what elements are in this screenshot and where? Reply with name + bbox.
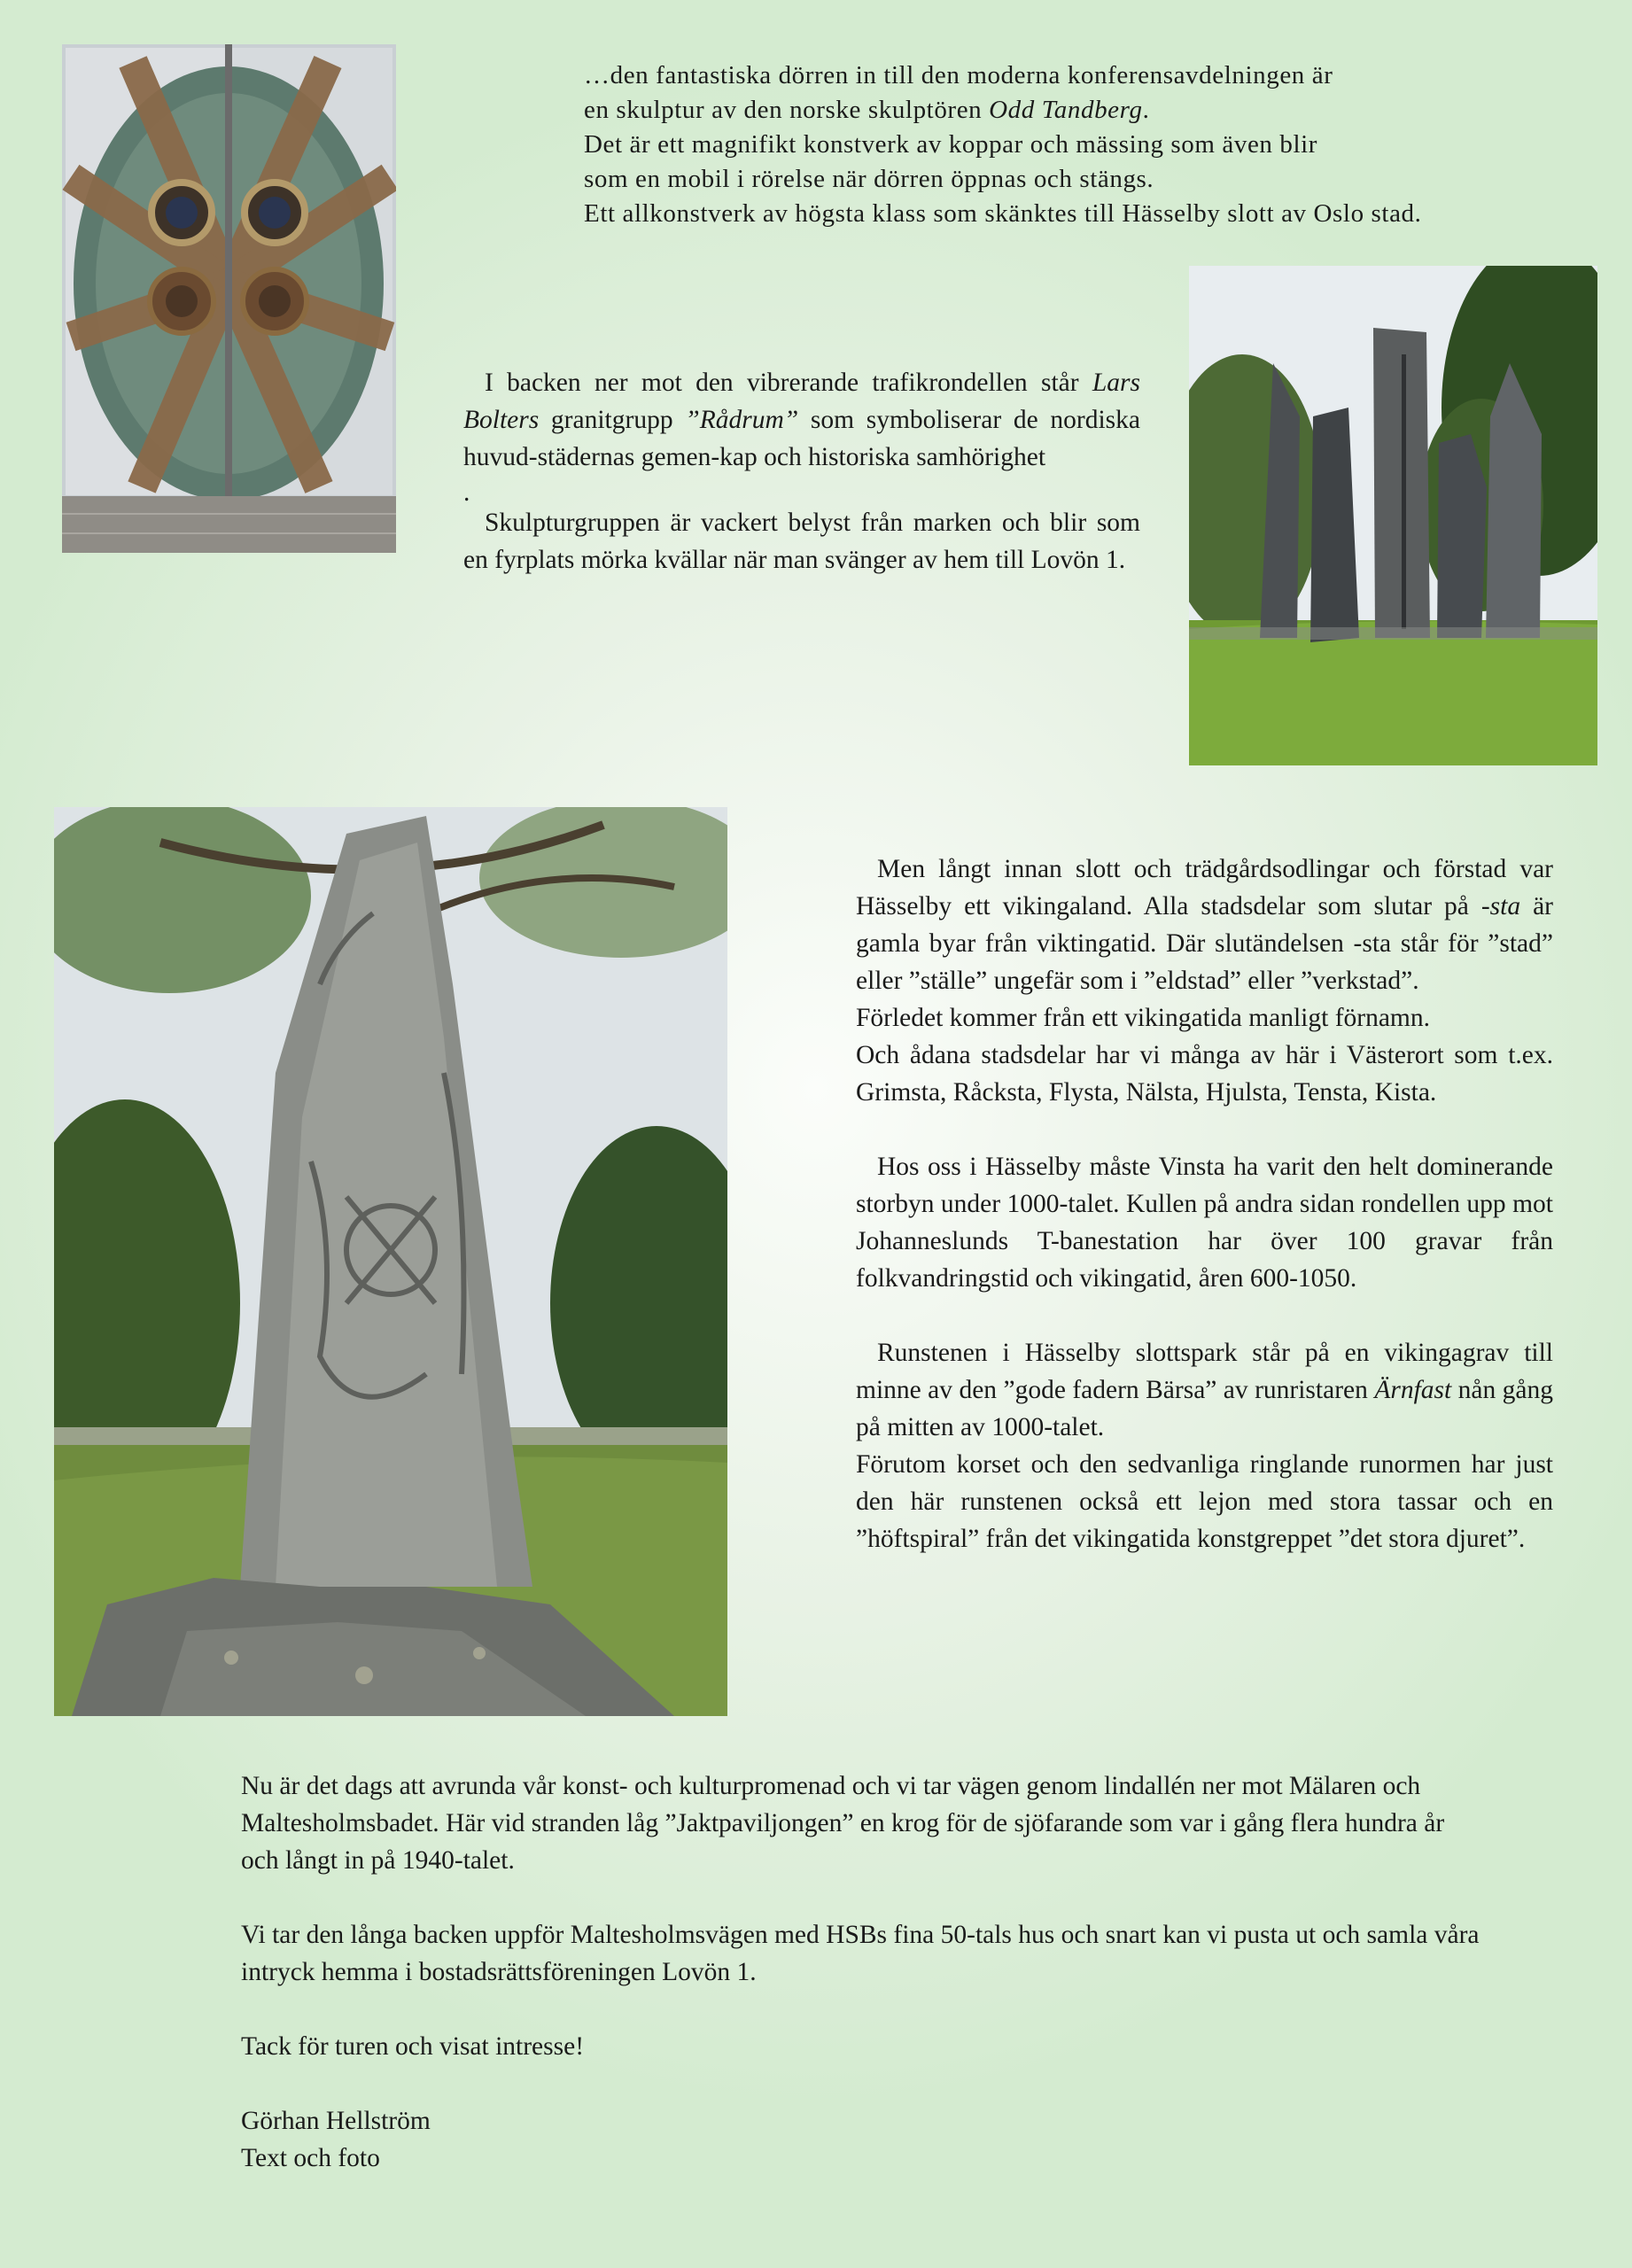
artist-lars-bolter: Lars Bolters <box>463 369 1140 434</box>
vinsta-paragraph: Hos oss i Hässelby måste Vinsta ha varit den helt dominerande storbyn under 1000-talet. Kullen på andra sidan rondellen upp mot Johanneslunds T-banestation har över 100 gravar från folkvandringstid och vikingatid, åren 600-1050. <box>856 1153 1553 1293</box>
viking-p1-b: är gamla byar från viktingatid. Där slutändelsen -sta står för ”stad” eller ”ställe” ungefär som i ”eldstad” eller ”verkstad”. <box>856 892 1553 995</box>
door-line-2-end: . <box>1142 96 1150 124</box>
door-line-5: Ett allkonstverk av högsta klass som skänktes till Hässelby slott av Oslo stad. <box>584 199 1422 228</box>
runestone-details-paragraph: Förutom korset och den sedvanliga ringlande runormen har just den här runstenen också ett lejon med stora tassar och en ”höftspiral” från det vikingatida konstgreppet ”det stora djuret”. <box>856 1450 1553 1553</box>
viking-paragraph-1d: Och ådana stadsdelar har vi många av här i Västerort som t.ex. Grimsta, Råcksta, Flysta, Nälsta, Hjulsta, Tensta, Kista. <box>856 1041 1553 1107</box>
radrum-text <box>463 364 1140 579</box>
rune-carver-name: Ärnfast <box>1374 1376 1452 1404</box>
work-radrum: ”Rådrum” <box>685 406 799 434</box>
radrum-intro: I backen ner mot den vibrerande trafikrondellen står <box>485 369 1079 397</box>
artist-odd-tandberg: Odd Tandberg <box>989 96 1143 124</box>
radrum-paragraph <box>463 364 1140 476</box>
radrum-rest: som symboliserar de nordiska huvud-städernas gemen-kap och historiska samhörighet <box>463 406 1140 471</box>
viking-text <box>856 850 1553 1557</box>
door-line-4: som en mobil i rörelse när dörren öppnas och stängs. <box>584 165 1154 193</box>
door-line-3: Det är ett magnifikt konstverk av koppar och mässing som även blir <box>584 130 1318 159</box>
door-sculpture-photo <box>62 44 396 553</box>
door-line-1: …den fantastiska dörren in till den moderna konferensavdelningen är <box>584 61 1333 89</box>
runestone-paragraph <box>856 1334 1553 1446</box>
author-name: Görhan Hellström <box>241 2107 431 2135</box>
sta-suffix: -sta <box>1480 892 1521 920</box>
photo-credit: Text och foto <box>241 2144 380 2172</box>
radrum-dot: . <box>463 478 470 507</box>
door-line-2 <box>584 93 1551 128</box>
closing-paragraph-1: Nu är det dags att avrunda vår konst- och kulturpromenad och vi tar vägen genom lindallén ner mot Mälaren och Maltesholmsbadet. Här vid stranden låg ”Jaktpaviljongen” en krog för de sjöfarande som var i gång flera hundra år och långt in på 1940-talet. <box>241 1772 1445 1875</box>
thanks-line: Tack för turen och visat intresse! <box>241 2032 585 2061</box>
lighting-paragraph: Skulpturgruppen är vackert belyst från marken och blir som en fyrplats mörka kvällar när man svänger av hem till Lovön 1. <box>463 509 1140 574</box>
closing-paragraph-2: Vi tar den långa backen uppför Maltesholmsvägen med HSBs fina 50-tals hus och snart kan vi pusta ut och samla våra intryck hemma i bostadsrättsföreningen Lovön 1. <box>241 1921 1480 1986</box>
viking-paragraph-1c: Förledet kommer från ett vikingatida manligt förnamn. <box>856 1004 1431 1032</box>
monolith-sculpture-photo <box>1189 266 1597 765</box>
door-sculpture-text <box>584 58 1551 231</box>
runestone-p-a: Runstenen i Hässelby slottspark står på en vikingagrav till minne av den ”gode fadern Bärsa” av runristaren <box>856 1339 1553 1404</box>
viking-p1-a: Men långt innan slott och trädgårdsodlingar och förstad var Hässelby ett vikingaland. Alla stadsdelar som slutar på <box>856 855 1553 920</box>
runestone-photo <box>54 807 727 1716</box>
radrum-mid: granitgrupp <box>539 406 686 434</box>
door-line-2-text: en skulptur av den norske skulptören <box>584 96 983 124</box>
runestone-p-b: nån gång på mitten av 1000-talet. <box>856 1376 1553 1441</box>
closing-text <box>241 1767 1481 2177</box>
viking-paragraph-1 <box>856 850 1553 999</box>
